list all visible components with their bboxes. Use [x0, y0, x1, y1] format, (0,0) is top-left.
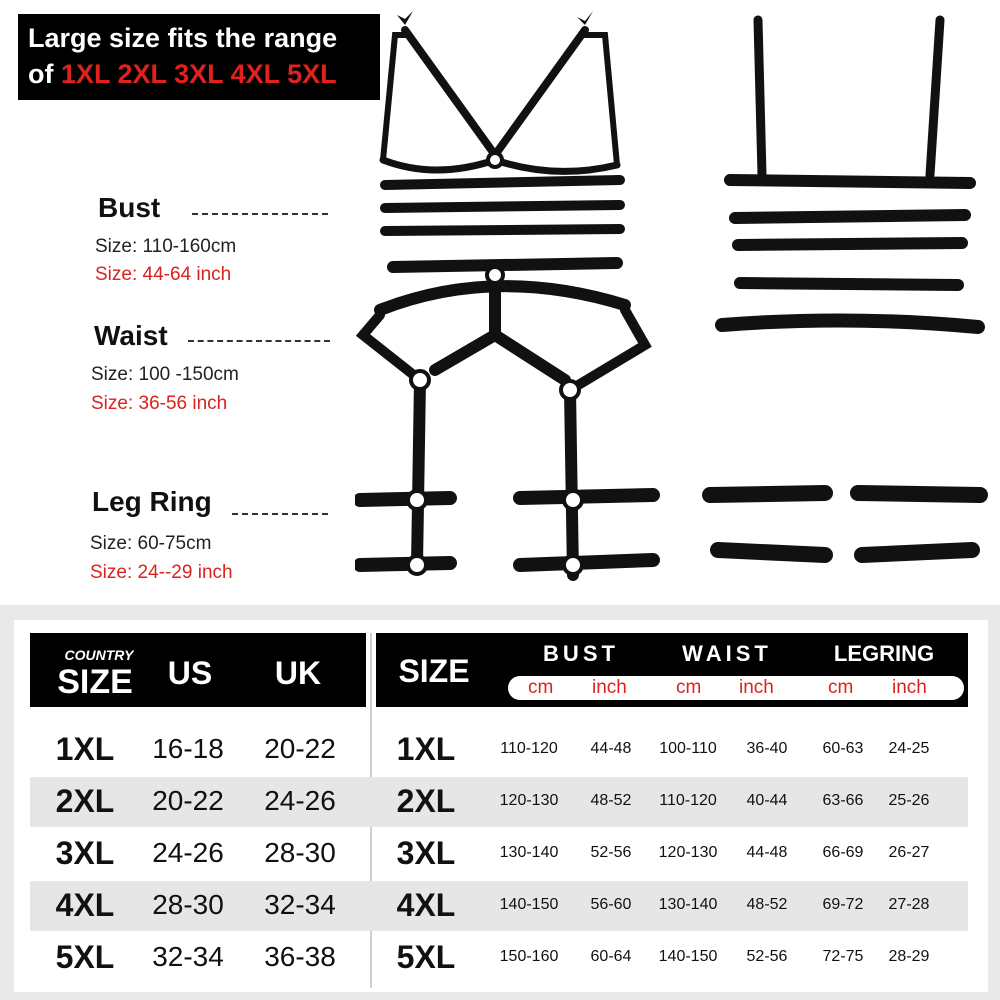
waist-header: WAIST: [682, 641, 772, 666]
waist-inch-unit: inch: [739, 677, 774, 698]
bust-label: Bust: [98, 192, 161, 223]
row-us: 28-30: [152, 889, 224, 921]
leg-cm-unit: cm: [828, 677, 854, 698]
row-bust-inch: 52-56: [590, 844, 632, 862]
harness-back-illustration: [700, 15, 990, 585]
row-size: 2XL: [55, 782, 115, 819]
row-waist-cm: 140-150: [658, 948, 718, 966]
row-uk: 28-30: [264, 837, 336, 869]
row-waist-inch: 40-44: [746, 792, 788, 810]
row-bust-inch: 48-52: [590, 792, 632, 810]
unit-row: [508, 676, 964, 700]
row-leg-inch: 27-28: [888, 896, 930, 914]
row-size-2: 5XL: [396, 938, 456, 975]
row-bust-cm: 150-160: [499, 948, 559, 966]
row-waist-inch: 48-52: [746, 896, 788, 914]
bust-header: BUST: [543, 641, 619, 666]
waist-dash: [188, 340, 330, 342]
row-size: 3XL: [55, 834, 115, 871]
leg-ring-cm: Size: 60-75cm: [90, 533, 212, 554]
row-waist-inch: 52-56: [746, 948, 788, 966]
bust-inch-unit: inch: [592, 677, 627, 698]
row-leg-cm: 69-72: [822, 896, 864, 914]
row-waist-cm: 110-120: [659, 792, 717, 810]
row-leg-cm: 72-75: [822, 948, 864, 966]
leg-inch-unit: inch: [892, 677, 927, 698]
harness-front-illustration: [355, 5, 665, 585]
row-waist-cm: 120-130: [658, 844, 718, 862]
size-label: SIZE: [57, 663, 133, 701]
row-uk: 32-34: [264, 889, 336, 921]
row-size-2: 3XL: [396, 834, 456, 871]
waist-cm: Size: 100 -150cm: [91, 364, 239, 385]
row-us: 24-26: [152, 837, 224, 869]
banner-line-2: [28, 56, 380, 92]
banner-line-1: Large size fits the range: [28, 23, 338, 53]
row-bust-inch: 60-64: [590, 948, 632, 966]
uk-label: UK: [274, 655, 322, 691]
row-leg-inch: 28-29: [888, 948, 930, 966]
legring-header: LEGRING: [833, 641, 935, 666]
row-bust-inch: 44-48: [590, 740, 632, 758]
row-us: 16-18: [152, 733, 224, 765]
row-size-2: 2XL: [396, 782, 456, 819]
row-size: 1XL: [55, 730, 115, 767]
row-us: 32-34: [152, 941, 224, 973]
row-bust-cm: 140-150: [499, 896, 559, 914]
leg-ring-label: Leg Ring: [92, 486, 212, 517]
row-leg-cm: 60-63: [822, 740, 864, 758]
row-size: 4XL: [55, 886, 115, 923]
row-leg-inch: 25-26: [888, 792, 930, 810]
row-leg-cm: 66-69: [822, 844, 864, 862]
row-bust-cm: 120-130: [499, 792, 559, 810]
bust-cm-unit: cm: [528, 677, 554, 698]
country-label: COUNTRY: [64, 647, 134, 663]
row-waist-cm: 100-110: [659, 740, 717, 758]
waist-inch: Size: 36-56 inch: [91, 393, 228, 414]
leg-ring-inch: Size: 24--29 inch: [90, 562, 233, 583]
row-uk: 36-38: [264, 941, 336, 973]
row-bust-cm: 110-120: [500, 740, 558, 758]
row-size-2: 1XL: [396, 730, 456, 767]
leg-ring-dash: [232, 513, 328, 515]
banner-prefix: of: [28, 59, 61, 89]
bust-dash: [192, 213, 328, 215]
row-leg-inch: 24-25: [888, 740, 930, 758]
row-waist-inch: 36-40: [746, 740, 788, 758]
row-uk: 24-26: [264, 785, 336, 817]
row-leg-inch: 26-27: [888, 844, 930, 862]
size-range-banner: [18, 14, 380, 100]
row-size-2: 4XL: [396, 886, 456, 923]
country-size-header: [30, 633, 366, 707]
waist-label: Waist: [94, 320, 168, 351]
row-size: 5XL: [55, 938, 115, 975]
bust-inch: Size: 44-64 inch: [95, 264, 232, 285]
row-bust-cm: 130-140: [499, 844, 559, 862]
us-label: US: [167, 655, 213, 691]
row-us: 20-22: [152, 785, 224, 817]
row-bust-inch: 56-60: [590, 896, 632, 914]
bust-cm: Size: 110-160cm: [95, 236, 237, 257]
row-waist-cm: 130-140: [658, 896, 718, 914]
row-waist-inch: 44-48: [746, 844, 788, 862]
size-label-2: SIZE: [398, 653, 470, 689]
row-uk: 20-22: [264, 733, 336, 765]
row-leg-cm: 63-66: [822, 792, 864, 810]
waist-cm-unit: cm: [676, 677, 702, 698]
banner-sizes: 1XL 2XL 3XL 4XL 5XL: [61, 59, 337, 89]
